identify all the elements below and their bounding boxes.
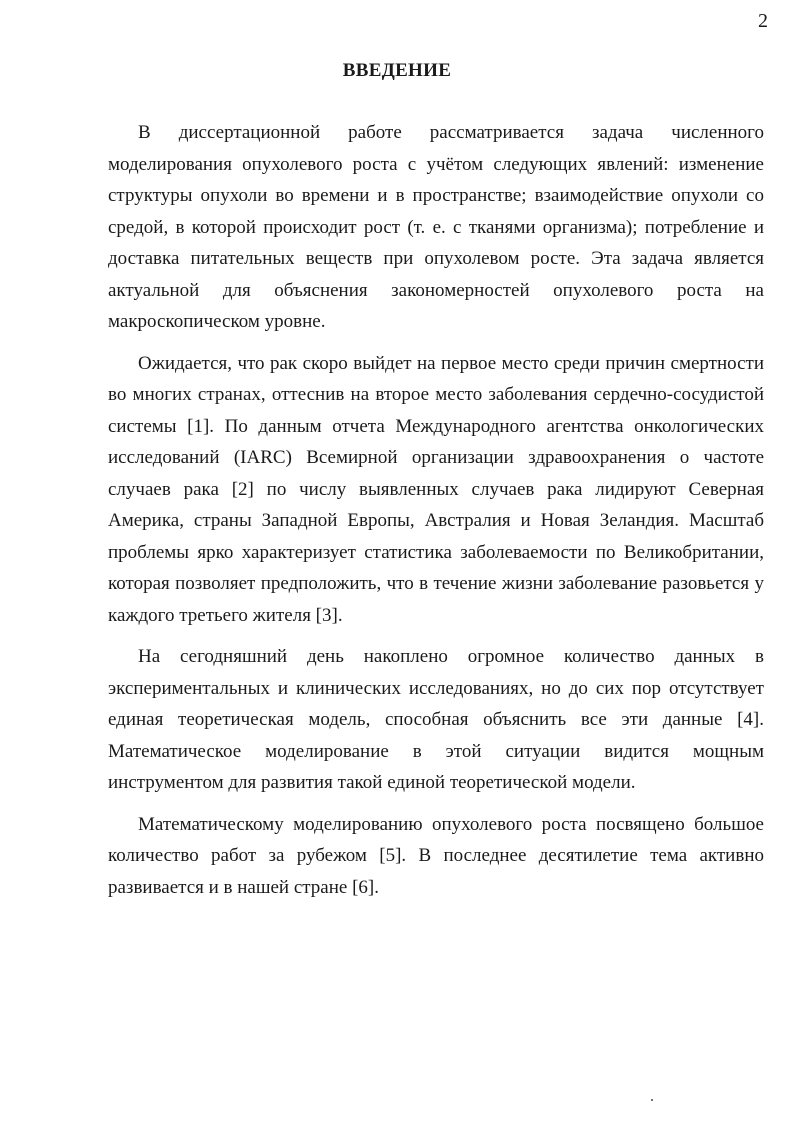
scan-speck: [651, 1099, 653, 1101]
paragraph-theory: На сегодняшний день накоплено огромное количество данных в экспериментальных и клинических исследованиях, но до сих пор отсутствует единая теоретическая модель, способная объяснить все эти данные [4]. Математическое моделирование в этой ситуации видится мощным инструментом для развития такой единой теоретической модели.: [108, 646, 764, 793]
paragraph-statistics: Ожидается, что рак скоро выйдет на первое место среди причин смертности во многих странах, оттеснив на второе место заболевания сердечно-сосудистой системы [1]. По данным отчета Международного агентства онкологических исследований (IARC) Всемирной организации здравоохранения о частоте случаев рака [2] по числу выявленных случаев рака лидируют Северная Америка, страны Западной Европы, Австралия и Новая Зеландия. Масштаб проблемы ярко характеризует статистика заболеваемости по Великобритании, которая позволяет предположить, что в течение жизни заболевание разовьется у каждого третьего жителя [3].: [108, 352, 764, 626]
paragraph-research: Математическому моделированию опухолевого роста посвящено большое количество работ за рубежом [5]. В последнее десятилетие тема активно развивается и в нашей стране [6].: [108, 813, 764, 898]
paragraph-intro: В диссертационной работе рассматривается задача численного моделирования опухолевого роста с учётом следующих явлений: изменение структуры опухоли во времени и в пространстве; взаимодействие опухоли со средой, в которой происходит рост (т. е. с тканями организма); потребление и доставка питательных веществ при опухолевом росте. Эта задача является актуальной для объяснения закономерностей опухолевого роста на макроскопическом уровне.: [108, 122, 764, 332]
body-text: [108, 117, 764, 913]
section-heading: ВВЕДЕНИЕ: [342, 60, 452, 81]
page-number: 2: [758, 10, 768, 32]
